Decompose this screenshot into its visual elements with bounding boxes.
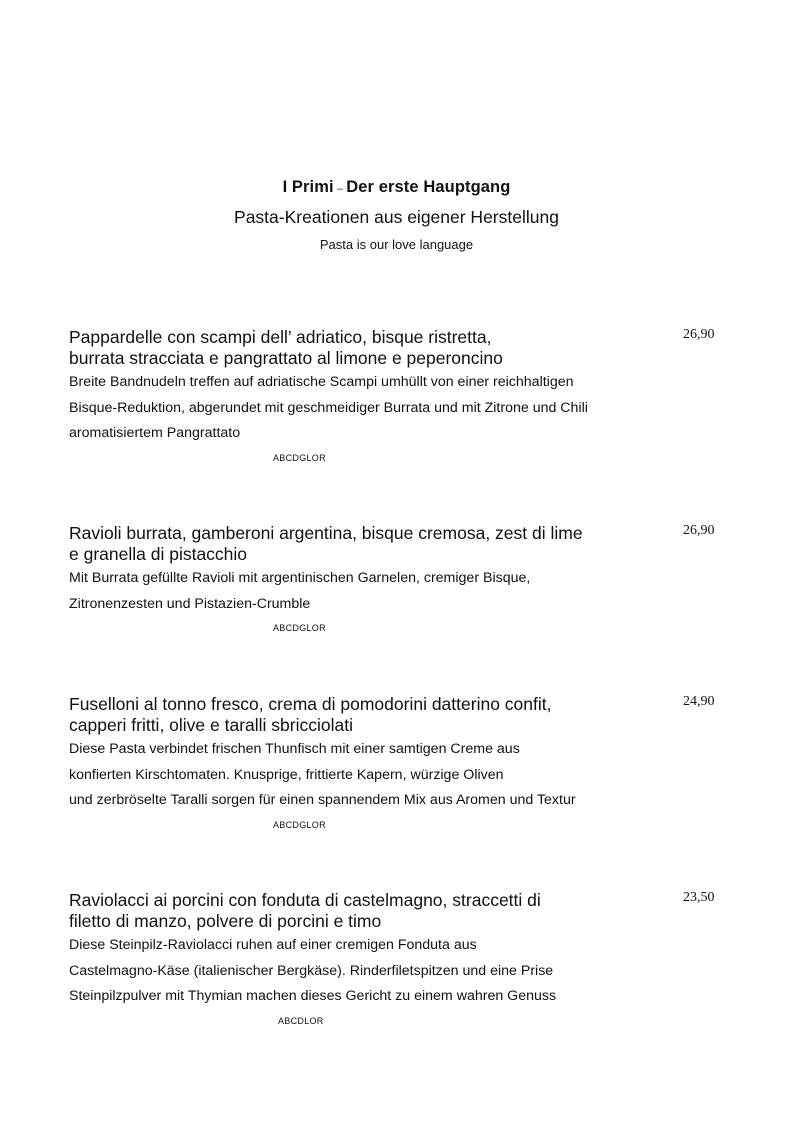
allergen-codes: ABCDLOR <box>278 1015 324 1026</box>
description-line: Diese Steinpilz-Raviolacci ruhen auf einer cremigen Fonduta aus <box>69 937 477 953</box>
description-line: konfierten Kirschtomaten. Knusprige, frittierte Kapern, würzige Oliven <box>69 766 504 783</box>
dish-name-line: e granella di pistacchio <box>69 544 248 564</box>
page-subtitle: Pasta-Kreationen aus eigener Herstellung <box>234 207 559 227</box>
dish-name <box>69 523 669 565</box>
dish-description <box>69 737 729 814</box>
dish-name-line: burrata stracciata e pangrattato al limone e peperoncino <box>69 348 503 368</box>
menu-item <box>69 890 729 1026</box>
description-line: Castelmagno-Käse (italienischer Bergkäse). Rinderfiletspitzen und eine Prise <box>69 962 554 979</box>
allergen-codes: ABCDGLOR <box>273 819 326 830</box>
description-line: Bisque-Reduktion, abgerundet mit geschmeidiger Burrata und mit Zitrone und Chili <box>69 399 588 416</box>
description-line: Diese Pasta verbindet frischen Thunfisch mit einer samtigen Creme aus <box>69 741 520 757</box>
description-line: Mit Burrata gefüllte Ravioli mit argentinischen Garnelen, cremiger Bisque, <box>69 570 531 586</box>
menu-item <box>69 694 729 830</box>
page-tagline: Pasta is our love language <box>319 237 474 252</box>
dish-name <box>69 694 669 736</box>
description-line: aromatisiertem Pangrattato <box>69 425 241 441</box>
dish-name <box>69 890 669 932</box>
dish-name-line: Fuselloni al tonno fresco, crema di pomodorini datterino confit, <box>69 694 552 714</box>
dish-description <box>69 566 729 617</box>
description-line: Zitronenzesten und Pistazien-Crumble <box>69 595 311 612</box>
dish-price: 26,90 <box>683 523 715 538</box>
description-line: Steinpilzpulver mit Thymian machen dieses Gericht zu einem wahren Genuss <box>69 988 557 1004</box>
dish-name-line: Ravioli burrata, gamberoni argentina, bisque cremosa, zest di lime <box>69 523 583 543</box>
dish-price: 26,90 <box>683 327 715 342</box>
dish-name <box>69 327 669 369</box>
dish-price: 23,50 <box>683 890 715 905</box>
title-main: I Primi <box>282 178 334 196</box>
dish-name-line: Pappardelle con scampi dell’ adriatico, bisque ristretta, <box>69 327 492 347</box>
allergen-codes: ABCDGLOR <box>273 623 326 633</box>
dish-description <box>69 370 729 447</box>
dish-price: 24,90 <box>683 694 715 709</box>
dish-name-line: filetto di manzo, polvere di porcini e timo <box>69 911 382 931</box>
title-separator: – <box>333 183 347 195</box>
title-rest: Der erste Hauptgang <box>346 178 511 196</box>
menu-item <box>69 523 729 633</box>
dish-description <box>69 933 729 1010</box>
page-title <box>0 178 793 197</box>
dish-name-line: Raviolacci ai porcini con fonduta di castelmagno, straccetti di <box>69 890 541 910</box>
allergen-codes: ABCDGLOR <box>273 452 326 463</box>
description-line: Breite Bandnudeln treffen auf adriatische Scampi umhüllt von einer reichhaltigen <box>69 374 574 390</box>
description-line: und zerbröselte Taralli sorgen für einen spannendem Mix aus Aromen und Textur <box>69 792 576 808</box>
dish-name-line: capperi fritti, olive e taralli sbricciolati <box>69 715 353 735</box>
menu-item <box>69 327 729 463</box>
